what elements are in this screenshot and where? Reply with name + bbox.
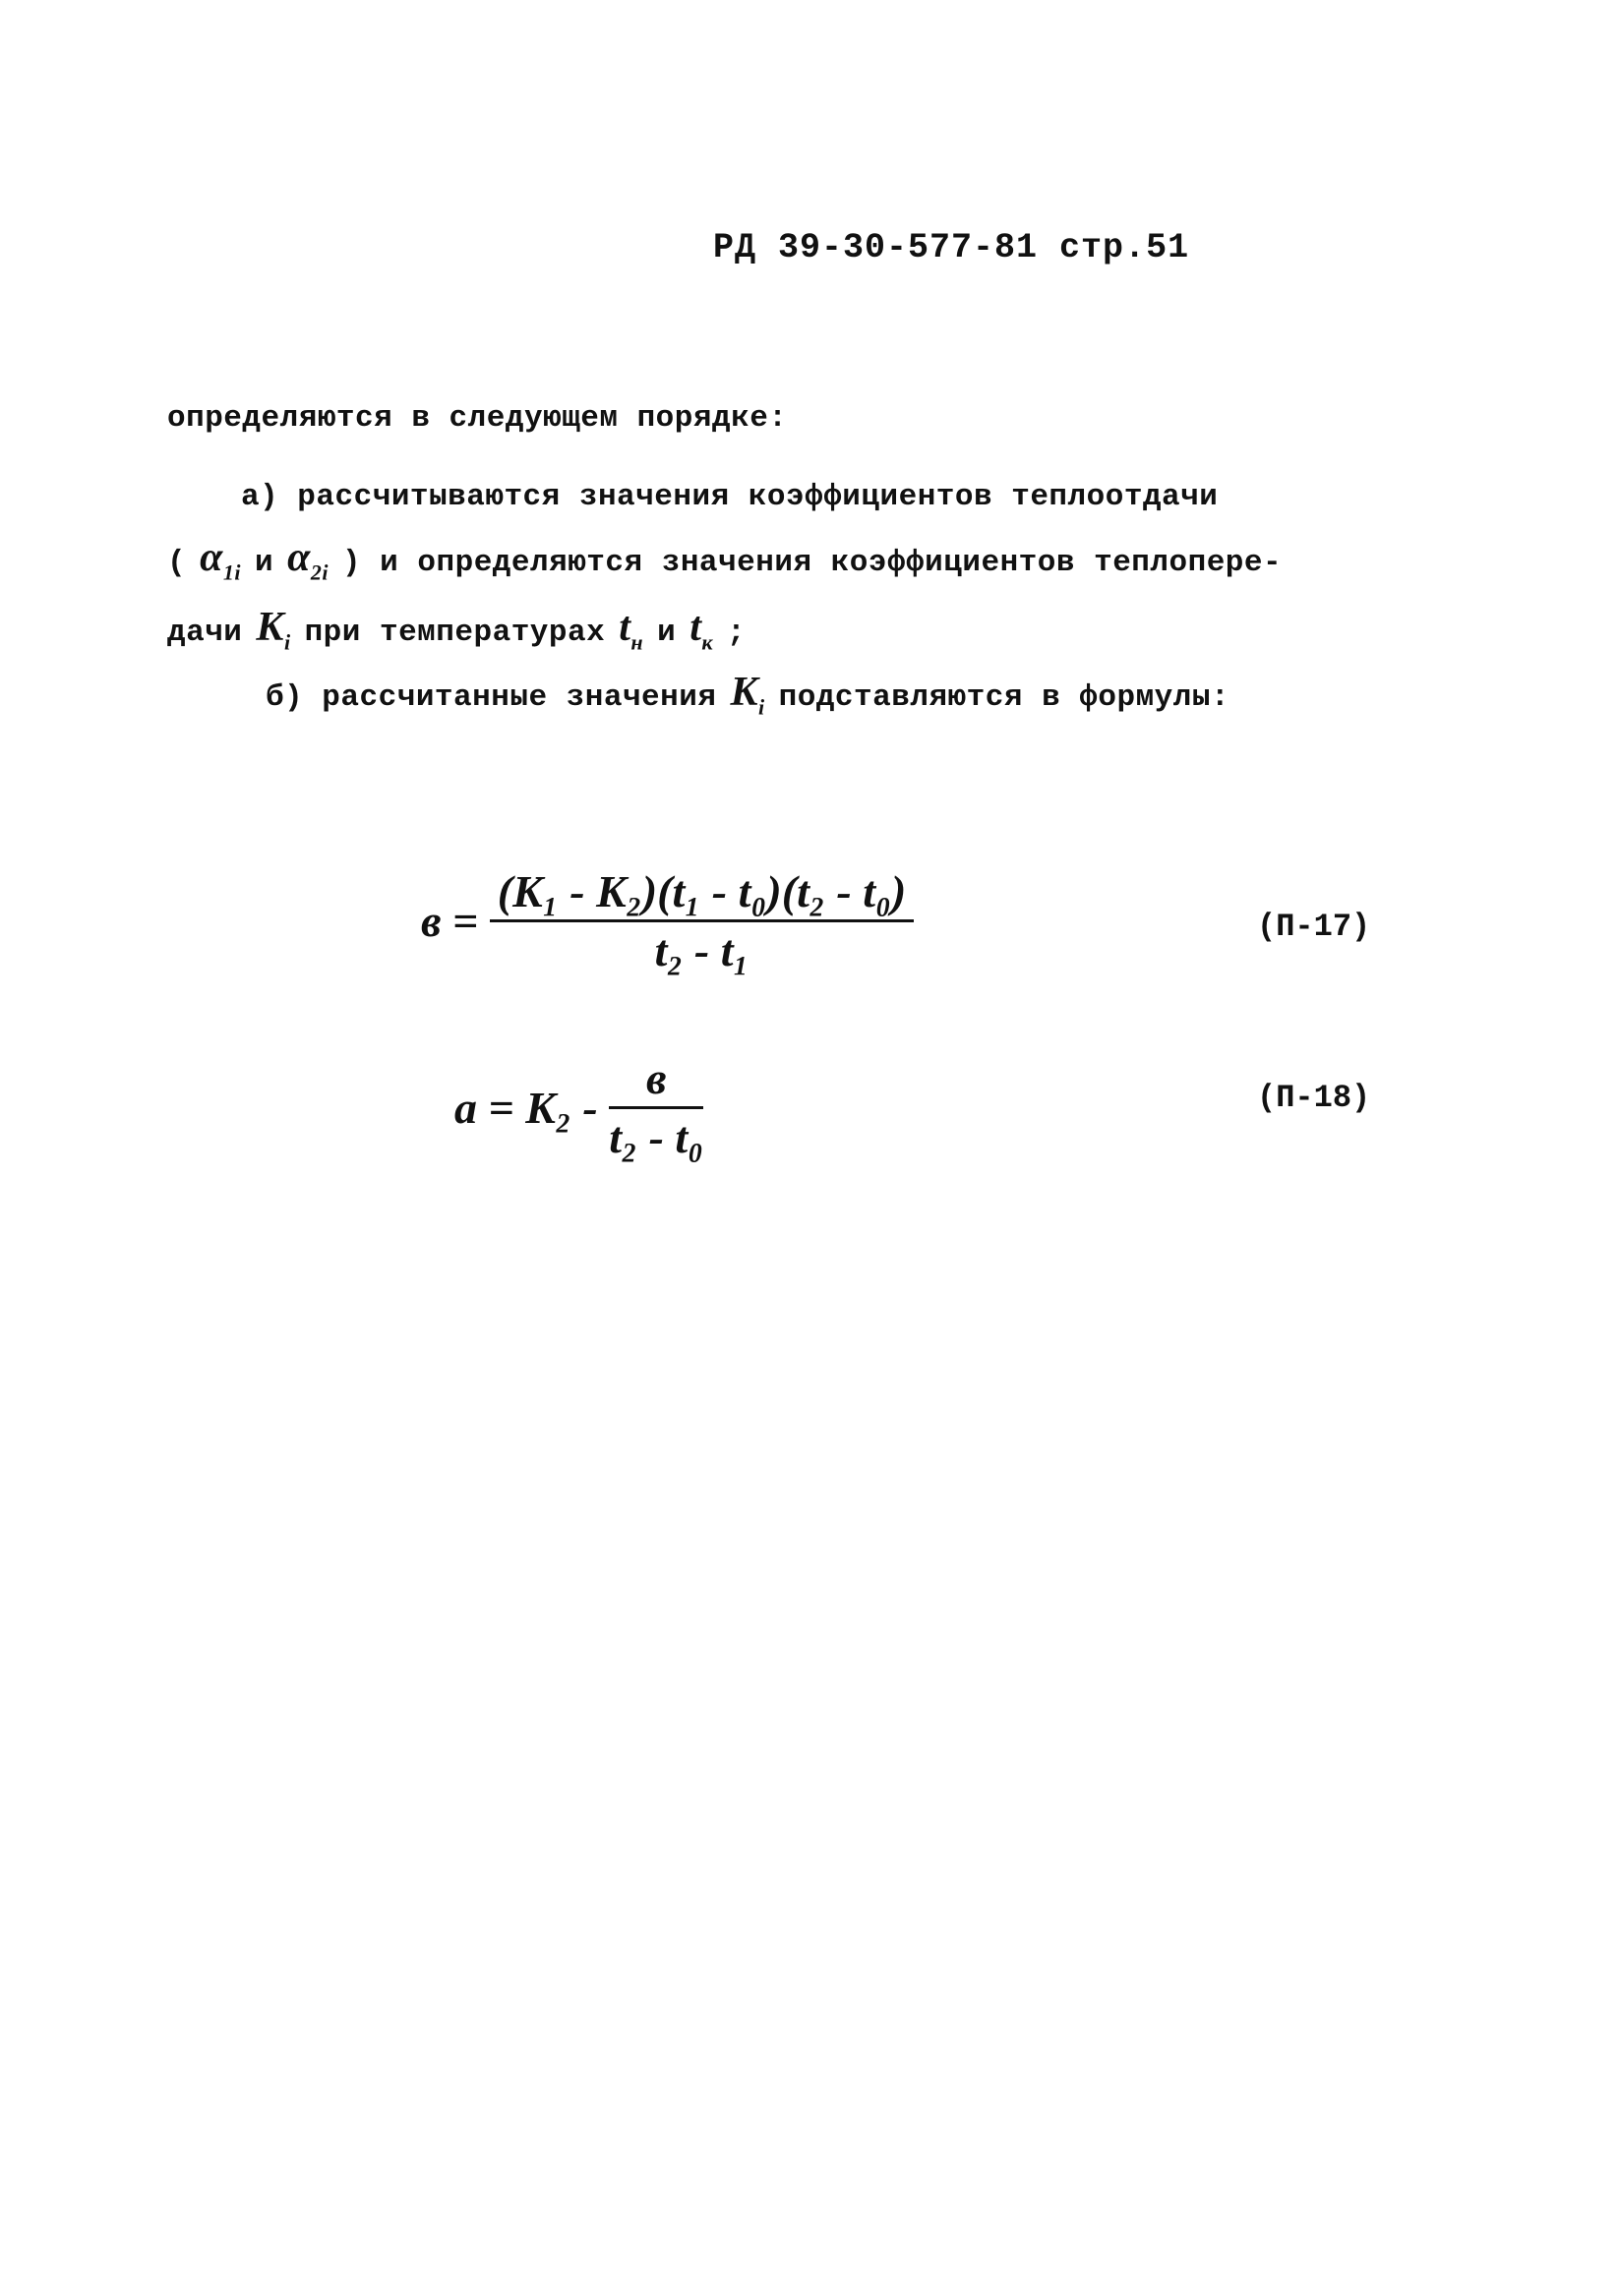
line-5-start: б) рассчитанные значения	[266, 680, 717, 715]
t-n-symbol	[619, 605, 644, 655]
formula-p18-number: (П-18)	[1257, 1080, 1371, 1116]
alpha-2-letter: α	[287, 535, 311, 580]
formula-p17-numerator: (K₁ - K₂)(t₁ - t₀)(t₂ - t₀)	[490, 865, 915, 922]
t-k-symbol	[689, 605, 714, 655]
k-i-symbol	[730, 670, 765, 720]
k-i-letter: K	[730, 670, 758, 715]
alpha-1-letter: α	[200, 535, 223, 580]
alpha-1-subscript: 1i	[222, 559, 241, 585]
t-n-letter: t	[619, 605, 631, 650]
paragraph-line-2: а) рассчитываются значения коэффициентов теплоотдачи	[241, 480, 1219, 514]
formula-p18	[454, 1052, 703, 1163]
t-k-subscript: к	[701, 629, 714, 655]
line-3-rest: ) и определяются значения коэффициентов теплопере-	[341, 546, 1283, 580]
formula-p17-lhs: в =	[421, 896, 479, 946]
line-4-start: дачи	[167, 616, 243, 650]
k-i-subscript: i	[758, 694, 765, 720]
paragraph-line-5	[266, 669, 1229, 720]
paragraph-line-1: определяются в следующем порядке:	[167, 401, 788, 436]
formula-p18-fraction	[609, 1052, 703, 1163]
alpha-2-subscript: 2i	[310, 559, 329, 585]
formula-p18-numerator: в	[609, 1052, 703, 1109]
k-subscript: i	[283, 629, 291, 655]
k-symbol	[256, 605, 291, 655]
line-4-and: и	[657, 616, 677, 650]
open-paren: (	[167, 546, 187, 580]
line-4-mid: при температурах	[304, 616, 606, 650]
paragraph-line-4	[167, 604, 746, 655]
t-k-letter: t	[689, 605, 702, 650]
formula-p17-number: (П-17)	[1257, 909, 1371, 945]
paragraph-line-3	[167, 534, 1282, 585]
t-n-subscript: н	[630, 629, 644, 655]
formula-p17	[421, 865, 914, 976]
line-4-end: ;	[727, 616, 747, 650]
page-header: РД 39-30-577-81 стр.51	[713, 228, 1190, 267]
formula-p17-denominator: t₂ - t₁	[654, 925, 749, 975]
formula-p17-fraction	[490, 865, 915, 976]
alpha-2-symbol	[287, 535, 329, 585]
formula-p18-denominator: t₂ - t₀	[609, 1112, 704, 1162]
k-letter: K	[256, 605, 284, 650]
line-5-end: подставляются в формулы:	[778, 680, 1230, 715]
formula-p18-lhs: a = K₂ -	[454, 1083, 598, 1133]
alpha-1-symbol	[200, 535, 241, 585]
conj-and: и	[254, 546, 274, 580]
